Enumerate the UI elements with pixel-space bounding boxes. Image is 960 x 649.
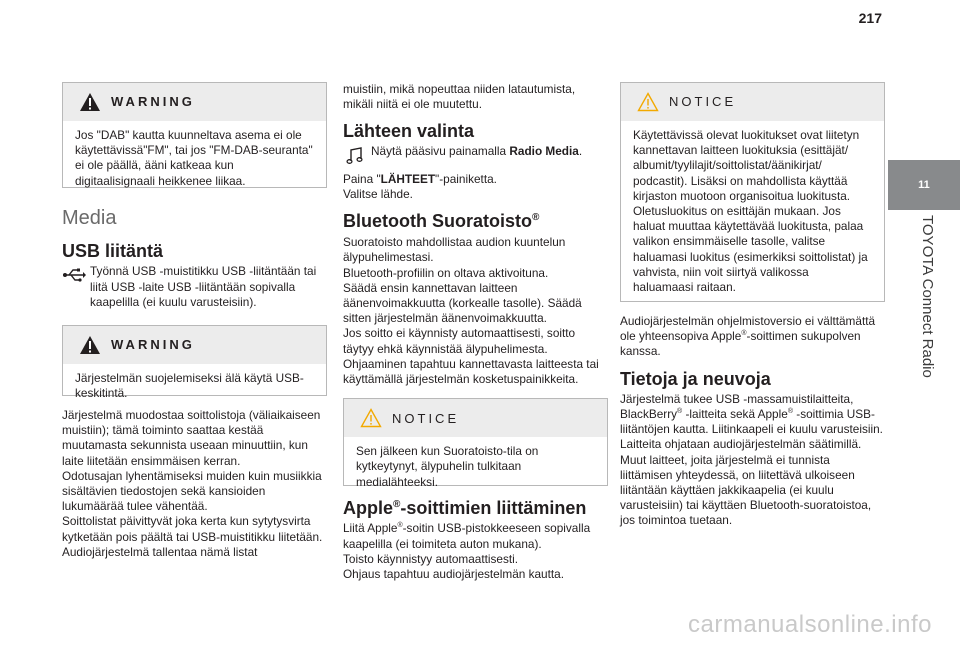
chapter-title: TOYOTA Connect Radio bbox=[919, 215, 936, 378]
notice-box bbox=[343, 398, 608, 489]
registered-mark: ® bbox=[677, 408, 683, 416]
title-text: -soittimien liittäminen bbox=[400, 498, 587, 519]
music-note-icon bbox=[343, 146, 367, 166]
button-name: LÄHTEET bbox=[380, 171, 436, 186]
paragraph: Soittolistat päivittyvät joka kerta kun sytytysvirta kytketään pois päältä tai USB-muistitikku liitetään. Audiojärjestelmä tallentaa nämä listat bbox=[62, 514, 323, 559]
section-title-tips: Tietoja ja neuvoja bbox=[620, 368, 771, 389]
warning-box bbox=[62, 325, 327, 401]
paragraph: Valitse lähde. bbox=[343, 186, 413, 201]
notice-label: NOTICE bbox=[669, 94, 737, 110]
paragraph: Jos soitto ei käynnisty automaattisesti, soitto täytyy ehkä käynnistää älypuhelimesta. bbox=[343, 326, 576, 356]
text-span: Järjestelmä tukee USB -massamuistilaitteita, BlackBerry bbox=[620, 391, 854, 422]
text-span: Liitä Apple bbox=[343, 521, 398, 536]
paragraph: Muut laitteet, joita järjestelmä ei tunnista liittämisen yhteydessä, on liitettävä ulkoiseen liitäntään käyttäen jakkikaapelia (ei kuulu varusteisiin) tai käyttäen Bluetooth-suoratoistoa, jos toimintoa tuetaan. bbox=[620, 452, 872, 528]
warning-text: Järjestelmän suojelemiseksi älä käytä USB-keskitintä. bbox=[75, 371, 304, 401]
registered-mark: ® bbox=[741, 330, 747, 338]
usb-instruction bbox=[62, 264, 327, 310]
page-number: 217 bbox=[858, 10, 882, 26]
section-title-media: Media bbox=[62, 207, 117, 229]
column-1 bbox=[62, 82, 327, 560]
warning-box bbox=[62, 82, 327, 188]
registered-mark: ® bbox=[397, 522, 403, 530]
warning-header bbox=[63, 83, 326, 121]
paragraph: muistiin, mikä nopeuttaa niiden latautumista, mikäli niitä ei ole muutettu. bbox=[343, 82, 576, 112]
column-3 bbox=[620, 82, 885, 529]
notice-text: Käytettävissä olevat luokitukset ovat liitetyn kannettavan laitteen luokituksia (esittäjät/ albumit/tyylilajit/soittolistat/äänikirjat/ podcastit). Lisäksi on mahdollista käyttää kirjaston muotoon organisoitua luokitusta. Oletusluokitus on esittäjän mukaan. Jos haluat muuttaa käytettävää luokitusta, palaa valikon ensimmäiselle tasolle, valitse haluamasi luokitus (esimerkiksi soittolistat) ja vahvista, niin voit siirtyä valikossa haluamaasi raitaan. bbox=[633, 128, 868, 295]
section-title-apple bbox=[343, 498, 608, 519]
registered-mark: ® bbox=[531, 212, 540, 224]
text-span: . bbox=[578, 143, 583, 158]
title-text: Apple bbox=[343, 498, 394, 519]
paragraph bbox=[343, 172, 608, 187]
notice-header bbox=[621, 83, 884, 121]
watermark: carmanualsonline.info bbox=[688, 611, 932, 638]
warning-header bbox=[63, 326, 326, 364]
usb-icon bbox=[62, 268, 86, 282]
warning-text: Jos "DAB" kautta kuunneltava asema ei ole käytettävissä"FM", tai jos "FM-DAB-seuranta" ei ole päällä, ääni katkeaa kun digitaalisignaali heikkenee liikaa. bbox=[75, 128, 313, 188]
paragraph bbox=[343, 521, 608, 551]
notice-triangle-icon bbox=[637, 92, 659, 112]
notice-label: NOTICE bbox=[392, 410, 460, 426]
warning-triangle-icon bbox=[79, 92, 101, 112]
text-span: -soittimen sukupolven kanssa. bbox=[620, 329, 861, 359]
warning-triangle-icon bbox=[79, 335, 101, 355]
paragraph: Suoratoisto mahdollistaa audion kuuntelun älypuhelimestasi. bbox=[343, 235, 566, 265]
paragraph: Järjestelmä muodostaa soittolistoja (väliaikaiseen muistiin); tämä toiminto saattaa kestää muutamasta sekunnista useaan minuuttiin, kun laite liitetään ensimmäisen kerran. bbox=[62, 408, 321, 468]
warning-label: WARNING bbox=[111, 94, 195, 110]
paragraph: Bluetooth-profiilin on oltava aktivoituna. bbox=[343, 265, 549, 280]
source-text bbox=[371, 144, 582, 159]
notice-header bbox=[344, 399, 607, 437]
source-instruction bbox=[343, 144, 608, 166]
registered-mark: ® bbox=[393, 499, 401, 511]
paragraph: Toisto käynnistyy automaattisesti. bbox=[343, 551, 519, 566]
registered-mark: ® bbox=[787, 408, 793, 416]
section-title-source: Lähteen valinta bbox=[343, 121, 475, 142]
warning-label: WARNING bbox=[111, 337, 195, 353]
chapter-tab bbox=[888, 0, 960, 649]
section-title-usb: USB liitäntä bbox=[62, 241, 164, 262]
paragraph bbox=[620, 314, 885, 360]
section-title-bluetooth bbox=[343, 211, 608, 232]
text-span: -soittimia USB-liitäntöjen kautta. Liitinkaapeli ei kuulu varusteisiin. bbox=[620, 407, 883, 437]
paragraph: Säädä ensin kannettavan laitteen äänenvoimakkuutta (korkealle tasolle). Säädä sitten järjestelmän äänenvoimakkuutta. bbox=[343, 280, 582, 326]
paragraph bbox=[620, 392, 885, 438]
notice-box bbox=[620, 82, 885, 302]
column-2 bbox=[343, 82, 608, 582]
text-span: Audiojärjestelmän ohjelmistoversio ei välttämättä ole yhteensopiva Apple bbox=[620, 314, 876, 344]
button-name: Radio Media bbox=[509, 143, 579, 158]
text-span: Näytä pääsivu painamalla bbox=[371, 143, 510, 158]
title-text: Bluetooth Suoratoisto bbox=[343, 211, 532, 232]
paragraph: Laitteita ohjataan audiojärjestelmän säätimillä. bbox=[620, 437, 862, 452]
text-span: "-painiketta. bbox=[435, 171, 497, 186]
paragraph: Odotusajan lyhentämiseksi muiden kuin musiikkia sisältävien tiedostojen sekä kansioiden lukumäärää tulee vähentää. bbox=[62, 468, 322, 514]
text-span: Paina " bbox=[343, 171, 381, 186]
paragraph: Ohjaaminen tapahtuu kannettavasta laitteesta tai käyttämällä järjestelmän kosketuspainikkeita. bbox=[343, 356, 599, 387]
chapter-number: 11 bbox=[888, 160, 960, 210]
notice-triangle-icon bbox=[360, 408, 382, 428]
text-span: -laitteita sekä Apple bbox=[682, 407, 788, 422]
text-span: -soitin USB-pistokkeeseen sopivalla kaapelilla (ei toimiteta auton mukana). bbox=[343, 521, 591, 551]
notice-text: Sen jälkeen kun Suoratoisto-tila on kytkeytynyt, älypuhelin tulkitaan medialähteeksi. bbox=[356, 444, 539, 489]
usb-text: Työnnä USB -muistitikku USB -liitäntään tai liitä USB -laite USB -liitäntään sopivalla kaapelilla (ei kuulu varusteisiin). bbox=[90, 264, 317, 309]
paragraph: Ohjaus tapahtuu audiojärjestelmän kautta. bbox=[343, 567, 565, 582]
